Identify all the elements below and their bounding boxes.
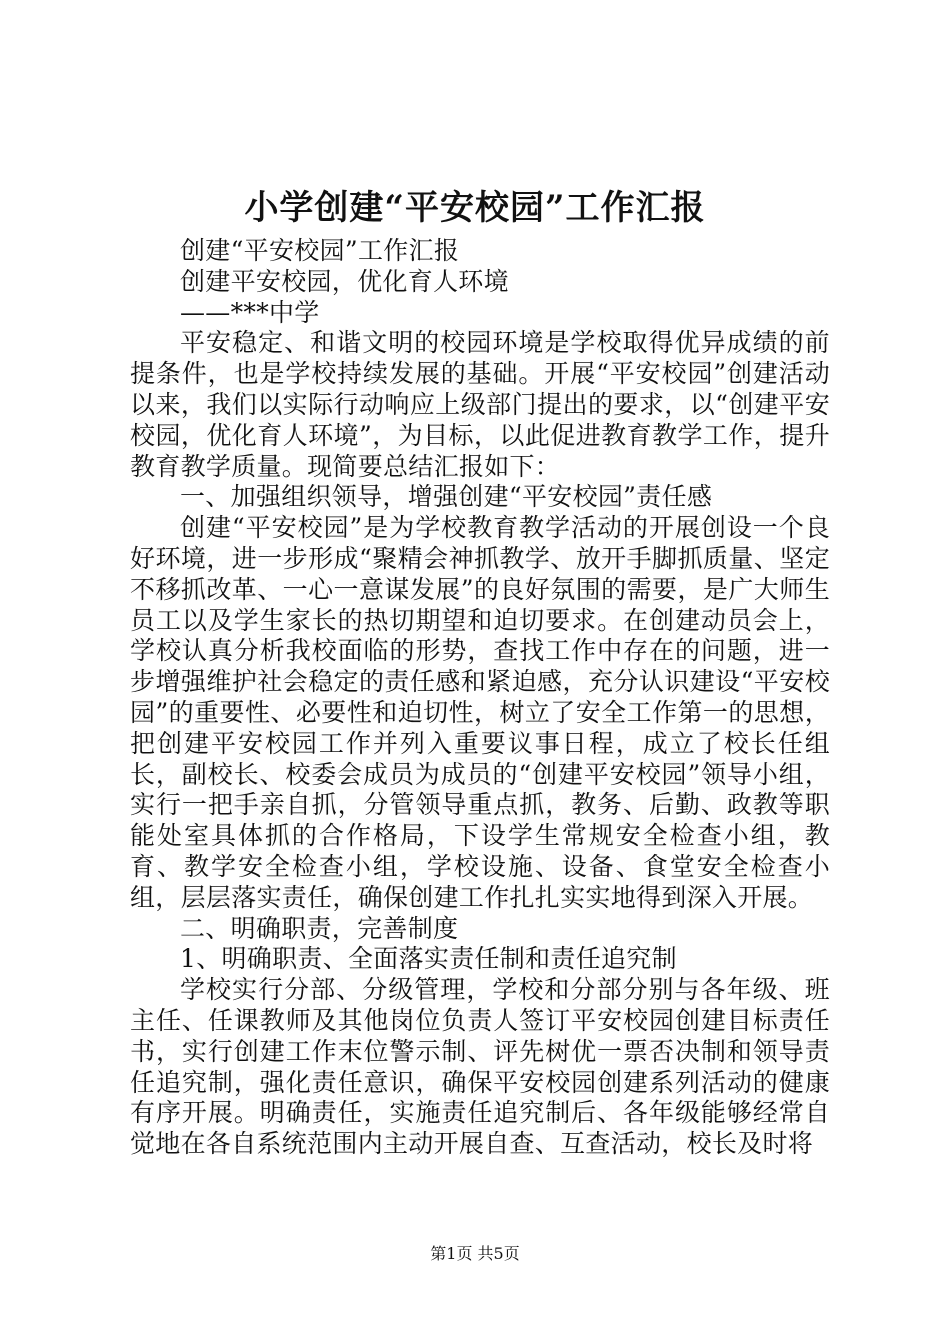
paragraph-intro: 平安稳定、和谐文明的校园环境是学校取得优异成绩的前提条件，也是学校持续发展的基础。开展“平安校园”创建活动以来，我们以实际行动响应上级部门提出的要求，以“创建平安校园，优化育人环境”，为目标，以此促进教育教学工作，提升教育教学质量。现简要总结汇报如下： [130,328,830,481]
paragraph-section-1: 创建“平安校园”是为学校教育教学活动的开展创设一个良好环境，进一步形成“聚精会神抓教学、放开手脚抓质量、坚定不移抓改革、一心一意谋发展”的良好氛围的需要，是广大师生员工以及学生家长的热切期望和迫切要求。在创建动员会上，学校认真分析我校面临的形势，查找工作中存在的问题，进一步增强维护社会稳定的责任感和紧迫感，充分认识建设“平安校园”的重要性、必要性和迫切性，树立了安全工作第一的思想，把创建平安校园工作并列入重要议事日程，成立了校长任组长，副校长、校委会成员为成员的“创建平安校园”领导小组，实行一把手亲自抓，分管领导重点抓，教务、后勤、政教等职能处室具体抓的合作格局，下设学生常规安全检查小组，教育、教学安全检查小组，学校设施、设备、食堂安全检查小组，层层落实责任，确保创建工作扎扎实实地得到深入开展。 [130,513,830,912]
paragraph-author: ——***中学 [180,297,320,327]
document-body [130,236,830,1160]
paragraph-subtitle: 创建平安校园，优化育人环境 [180,266,509,296]
document-title: 小学创建“平安校园”工作汇报 [244,188,706,228]
paragraph-section-2-1: 学校实行分部、分级管理，学校和分部分别与各年级、班主任、任课教师及其他岗位负责人签订平安校园创建目标责任书，实行创建工作末位警示制、评先树优一票否决制和领导责任追究制，强化责任意识，确保平安校园创建系列活动的健康有序开展。明确责任，实施责任追究制后、各年级能够经常自觉地在各自系统范围内主动开展自查、互查活动，校长及时将 [130,975,830,1159]
section-heading-2: 二、明确职责，完善制度 [180,913,459,943]
page-footer: 第1页 共5页 [430,1244,520,1263]
subsection-heading-2-1: 1、明确职责、全面落实责任制和责任追究制 [180,944,677,974]
paragraph-heading: 创建“平安校园”工作汇报 [180,236,460,265]
section-heading-1: 一、加强组织领导，增强创建“平安校园”责任感 [180,482,713,512]
